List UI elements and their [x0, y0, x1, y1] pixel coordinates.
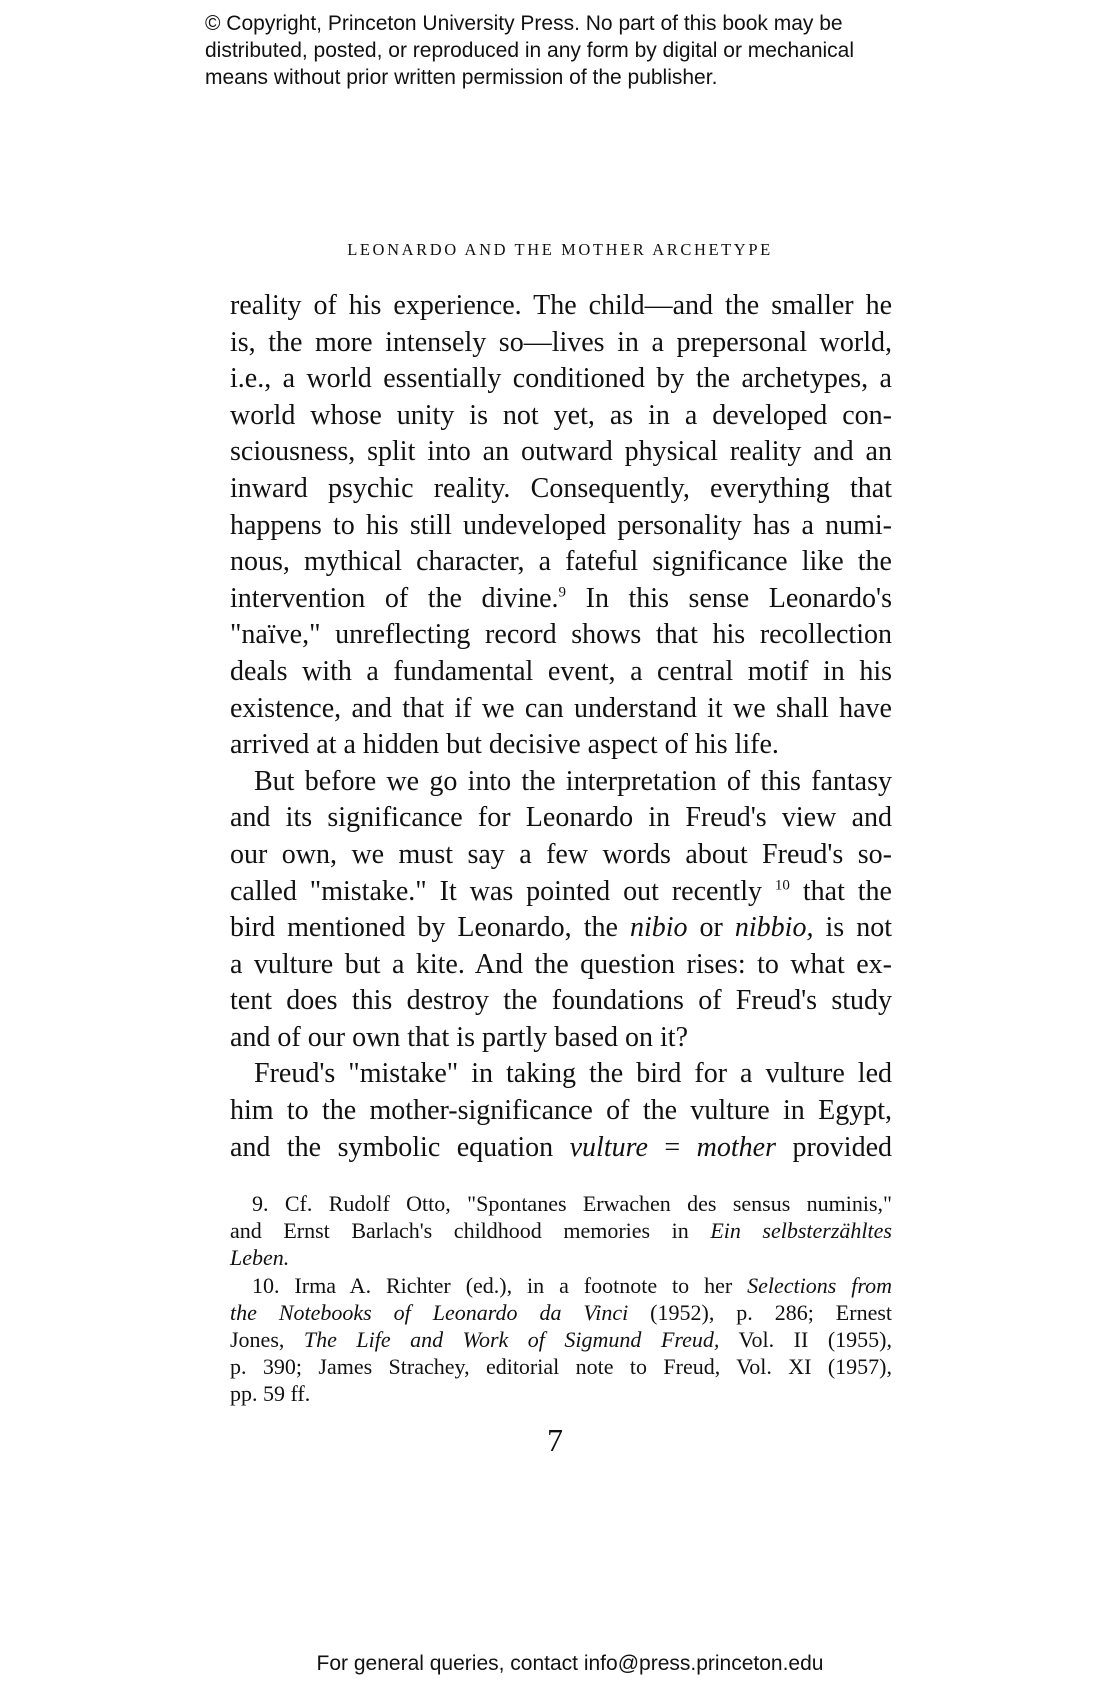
footnote-ref-10: 10 [774, 877, 790, 894]
text-line: sciousness, split into an outward physical reality and an [230, 436, 892, 468]
text-line [230, 581, 892, 618]
italic-term: vulture [569, 1131, 648, 1163]
copyright-line: © Copyright, Princeton University Press. No part of this book may be [205, 12, 843, 35]
text-line: nous, mythical character, a fateful significance like the [230, 546, 892, 578]
footer-contact: For general queries, contact info@press.princeton.edu [316, 1652, 824, 1675]
italic-title: Leben. [230, 1245, 290, 1271]
text-line: existence, and that if we can understand it we shall have [230, 692, 892, 724]
text-segment: (1952), p. 286; Ernest [628, 1299, 893, 1325]
equals-sign: = [647, 1131, 697, 1163]
text-segment: bird mentioned by Leonardo, the [230, 912, 630, 944]
text-line: our own, we must say a few words about Freud's so- [230, 838, 892, 870]
text-line: i.e., a world essentially conditioned by the archetypes, a [230, 363, 892, 395]
text-segment: is not [813, 912, 892, 944]
footnote-10 [230, 1272, 892, 1408]
text-line: reality of his experience. The child—and the smaller he [230, 290, 892, 321]
text-segment: and Ernst Barlach's childhood memories in [230, 1218, 711, 1244]
text-segment: In this sense Leonardo's [566, 582, 892, 614]
text-line: and its significance for Leonardo in Freud's view and [230, 802, 892, 834]
text-segment: or [687, 912, 735, 944]
text-line: and of our own that is partly based on it? [230, 1021, 689, 1053]
footnotes [230, 1190, 892, 1408]
footnote-line: 9. Cf. Rudolf Otto, "Spontanes Erwachen des sensus numinis," [252, 1191, 892, 1216]
italic-title: Selections from [747, 1272, 892, 1298]
text-line: tent does this destroy the foundations of Freud's study [230, 985, 892, 1017]
italic-title: The Life and Work of Sigmund Freud, [303, 1326, 720, 1352]
text-line [230, 910, 892, 947]
text-line: "naïve," unreflecting record shows that his recollection [230, 619, 892, 651]
text-segment: intervention of the divine. [230, 582, 559, 614]
text-line: But before we go into the interpretation of this fantasy [254, 765, 892, 797]
text-line: arrived at a hidden but decisive aspect of his life. [230, 729, 779, 761]
text-segment: 10. Irma A. Richter (ed.), in a footnote to her [252, 1272, 748, 1298]
page-number: 7 [547, 1422, 563, 1458]
text-segment: called "mistake." It was pointed out recently [230, 875, 775, 907]
text-line: is, the more intensely so—lives in a prepersonal world, [230, 326, 892, 358]
body-text [230, 288, 892, 1166]
italic-term: nibbio, [734, 912, 814, 944]
copyright-line: means without prior written permission of the publisher. [205, 66, 718, 89]
text-segment: provided [775, 1131, 892, 1163]
text-segment: Jones, [230, 1326, 304, 1352]
footnote-line [230, 1272, 892, 1299]
text-line: happens to his still undeveloped personality has a numi- [230, 509, 892, 541]
footnote-9 [230, 1190, 892, 1272]
footnote-line [230, 1244, 892, 1271]
copyright-notice [205, 10, 925, 91]
text-line: deals with a fundamental event, a central motif in his [230, 655, 892, 687]
text-line: world whose unity is not yet, as in a developed con- [230, 399, 892, 431]
text-segment: that the [789, 875, 892, 907]
text-segment: Vol. II (1955), [719, 1326, 892, 1352]
copyright-line: distributed, posted, or reproduced in any form by digital or mechanical [205, 39, 855, 62]
text-line [230, 1130, 892, 1167]
footnote-line: pp. 59 ff. [230, 1381, 311, 1407]
running-head: LEONARDO AND THE MOTHER ARCHETYPE [347, 240, 773, 259]
paragraph-1 [230, 288, 892, 764]
text-line: him to the mother-significance of the vulture in Egypt, [230, 1095, 892, 1127]
italic-term: nibio [629, 912, 688, 944]
text-line: inward psychic reality. Consequently, everything that [230, 472, 892, 504]
text-line [230, 874, 892, 911]
text-segment: and the symbolic equation [230, 1131, 570, 1163]
text-line: Freud's "mistake" in taking the bird for a vulture led [254, 1058, 892, 1090]
footnote-line: p. 390; James Strachey, editorial note to Freud, Vol. XI (1957), [230, 1354, 892, 1380]
footnote-line [230, 1326, 892, 1353]
paragraph-3 [230, 1056, 892, 1166]
paragraph-2 [230, 764, 892, 1057]
italic-title: the Notebooks of Leonardo da Vinci [230, 1299, 629, 1325]
italic-title: Ein selbsterzähltes [710, 1218, 892, 1244]
text-line: a vulture but a kite. And the question rises: to what ex- [230, 948, 892, 980]
footnote-ref-9: 9 [558, 584, 567, 601]
footnote-line [230, 1217, 892, 1244]
footnote-line [230, 1299, 892, 1326]
italic-term: mother [696, 1131, 776, 1163]
